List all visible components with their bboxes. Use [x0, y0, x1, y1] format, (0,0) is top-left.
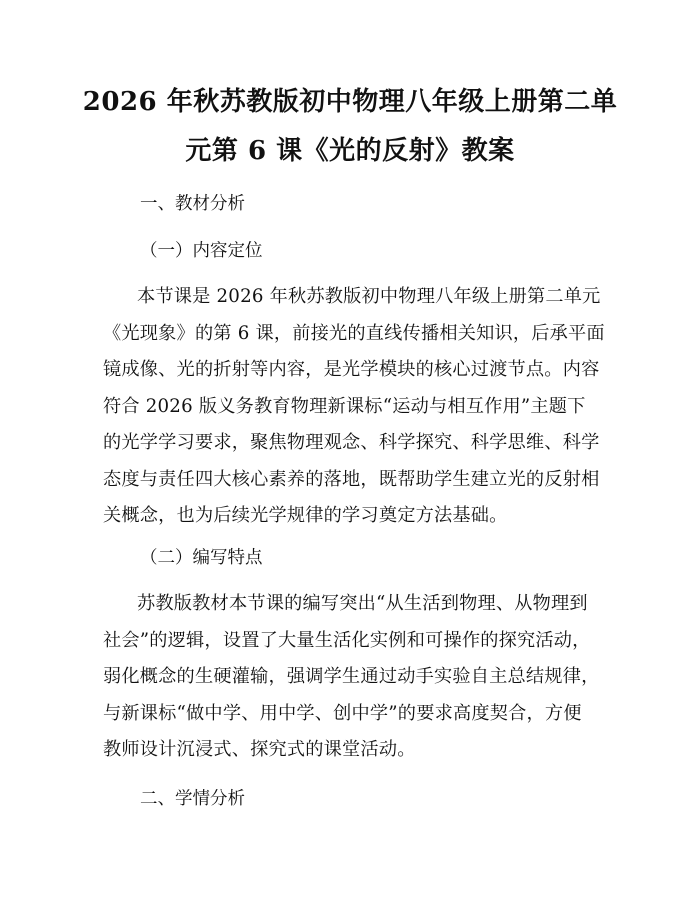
paragraph-line: 弱化概念的生硬灌输，强调学生通过动手实验自主总结规律， [103, 666, 600, 687]
document-title-line-1: 2026 年秋苏教版初中物理八年级上册第二单 [82, 87, 618, 117]
section-heading-student-analysis: 二、学情分析 [140, 789, 245, 809]
paragraph-line: 关概念，也为后续光学规律的学习奠定方法基础。 [103, 505, 508, 526]
paragraph-content-positioning [103, 279, 605, 535]
paragraph-line: 社会”的逻辑，设置了大量生活化实例和可操作的探究活动， [103, 629, 591, 651]
paragraph-line: 态度与责任四大核心素养的落地，既帮助学生建立光的反射相 [103, 468, 600, 490]
subsection-heading-content-positioning: （一）内容定位 [140, 241, 263, 261]
paragraph-line: 本节课是 2026 年秋苏教版初中物理八年级上册第二单元 [137, 286, 601, 307]
paragraph-line: 与新课标“做中学、用中学、创中学”的要求高度契合，方便 [103, 702, 582, 724]
paragraph-line: 苏教版教材本节课的编写突出“从生活到物理、从物理到 [137, 593, 588, 614]
paragraph-line: 符合 2026 版义务教育物理新课标“运动与相互作用”主题下 [103, 395, 586, 417]
document-title-line-2: 元第 6 课《光的反射》教案 [185, 136, 515, 166]
subsection-heading-writing-features: （二）编写特点 [140, 548, 263, 568]
paragraph-line: 的光学学习要求，聚焦物理观念、科学探究、科学思维、科学 [103, 432, 600, 453]
paragraph-line: 镜成像、光的折射等内容，是光学模块的核心过渡节点。内容 [103, 359, 600, 380]
section-heading-textbook-analysis: 一、教材分析 [140, 194, 245, 214]
paragraph-line: 教师设计沉浸式、探究式的课堂活动。 [103, 739, 416, 760]
paragraph-writing-features [103, 586, 599, 769]
paragraph-line: 《光现象》的第 6 课，前接光的直线传播相关知识，后承平面 [103, 322, 605, 344]
